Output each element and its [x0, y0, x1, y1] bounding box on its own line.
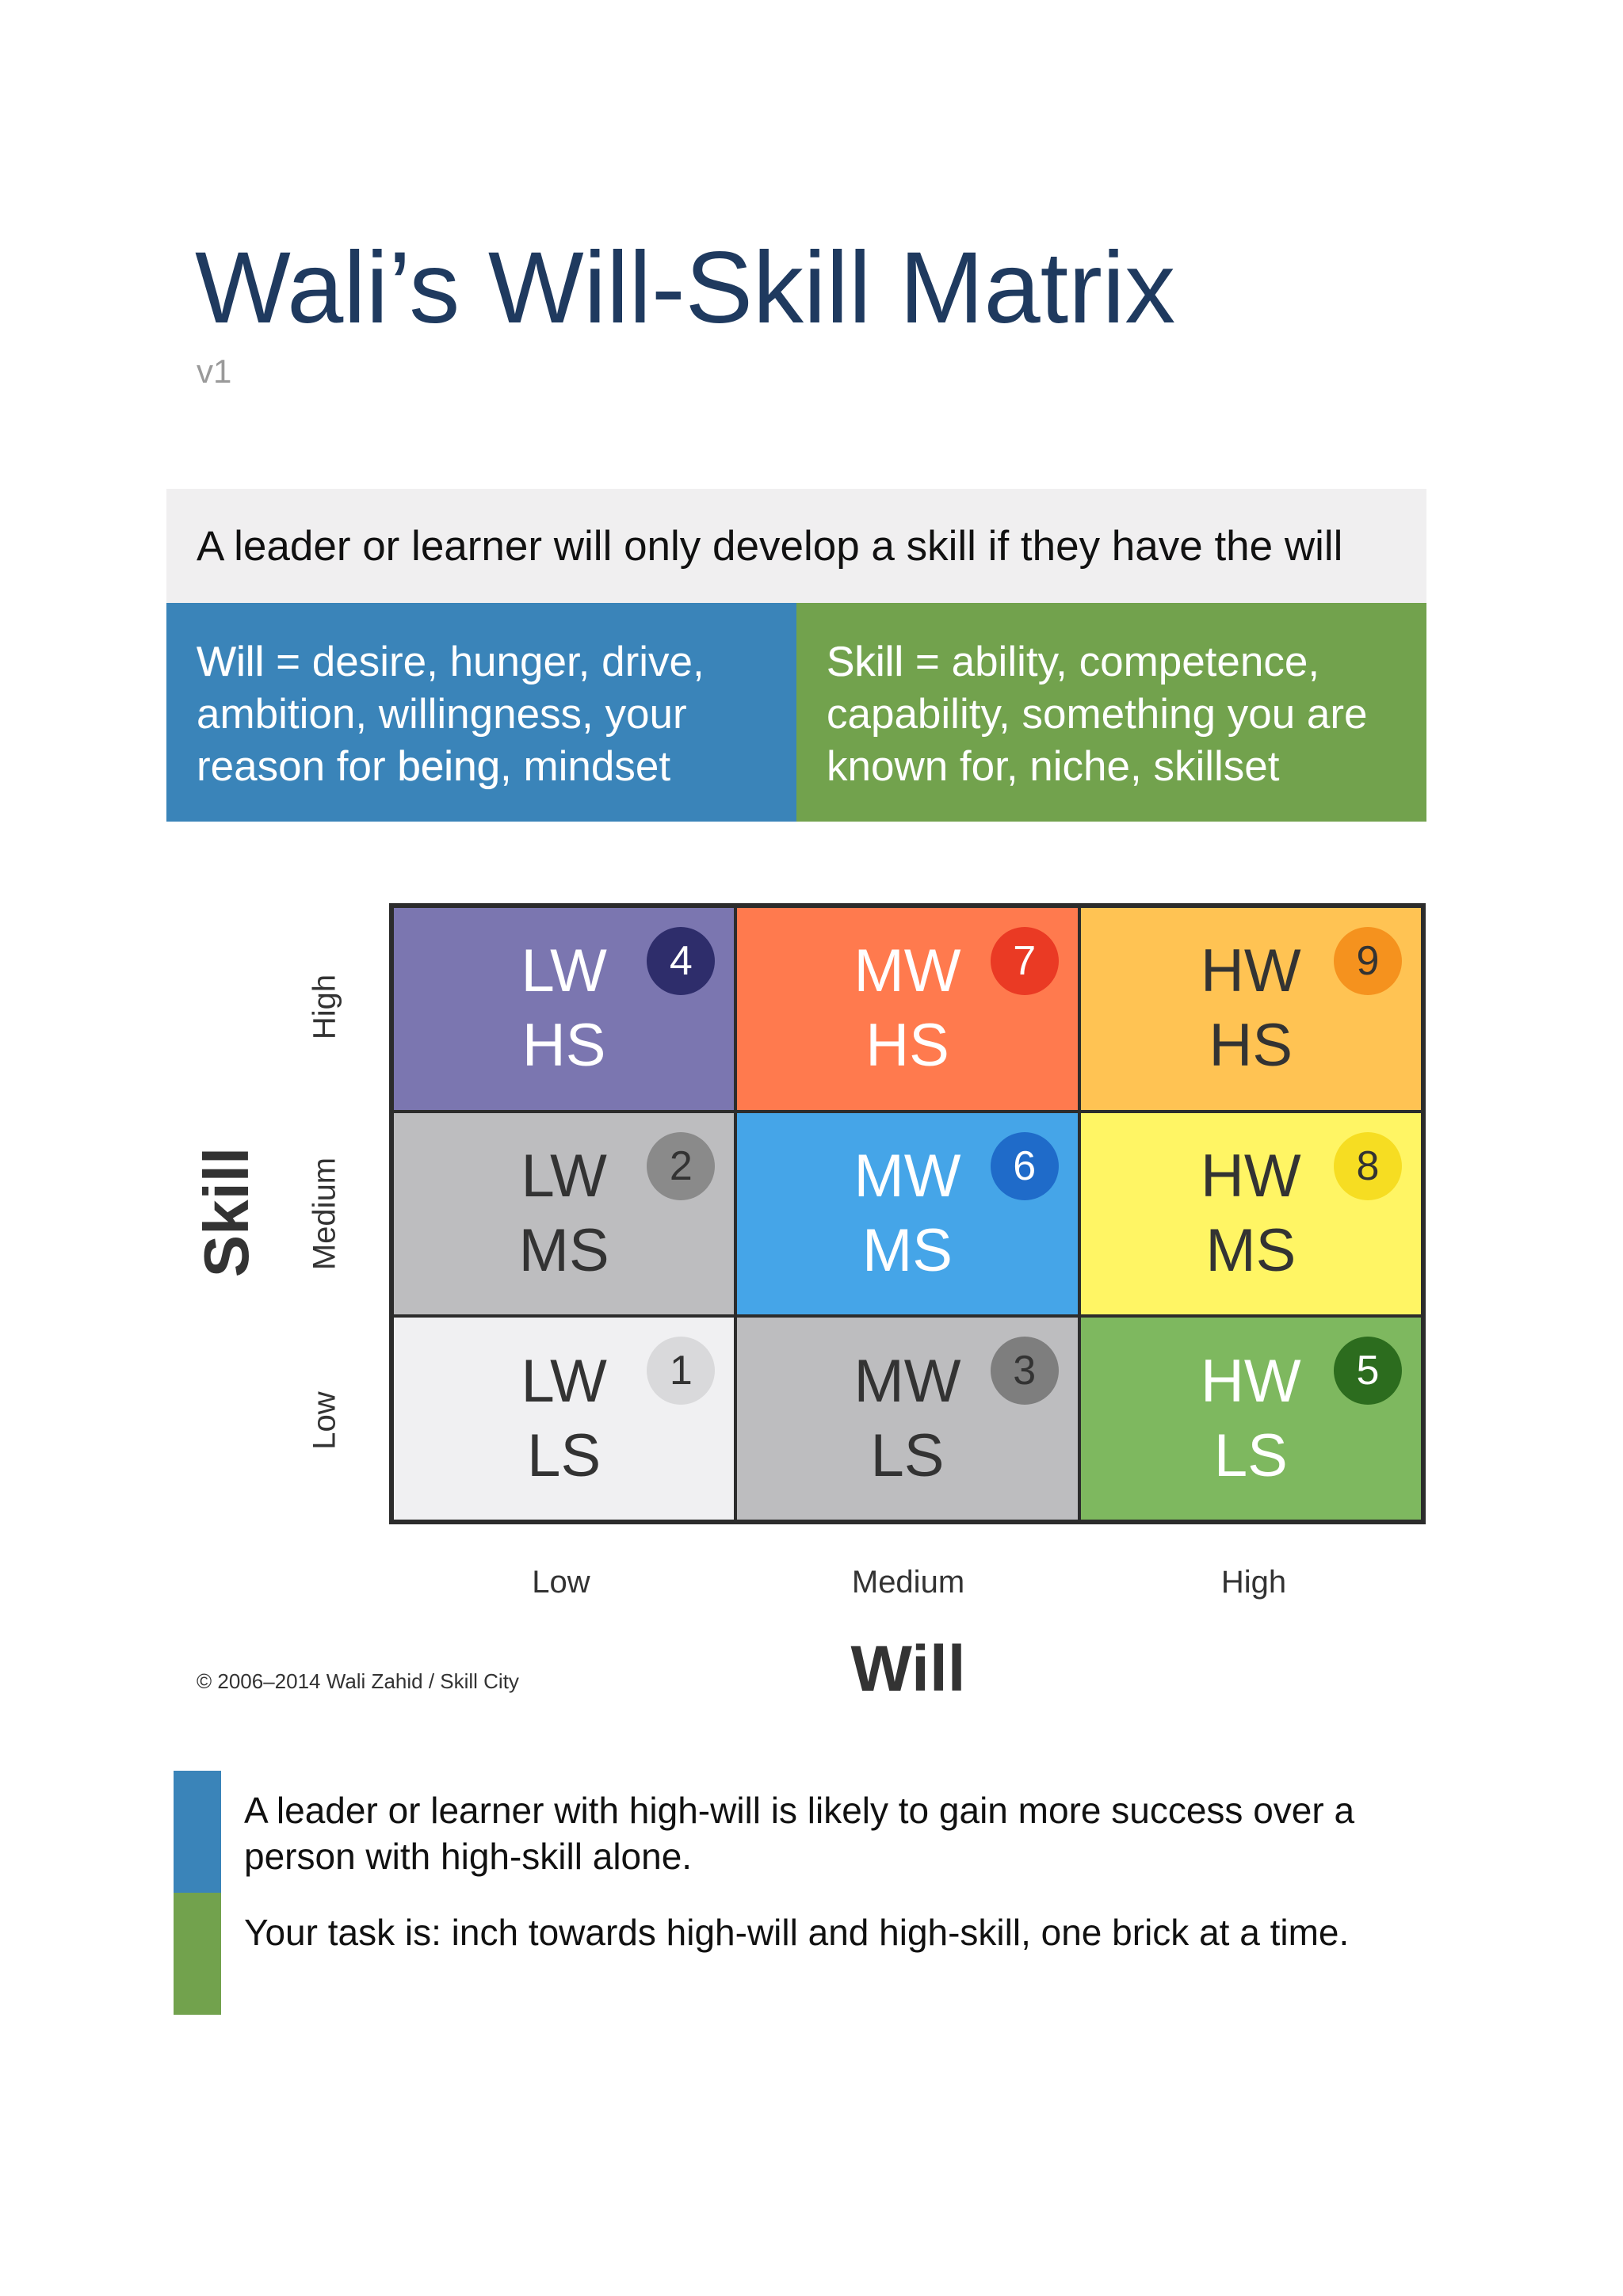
cell-number-badge: 1 [647, 1337, 715, 1405]
skill-text: = ability, competence, capability, something you are known for, niche, skillset [827, 639, 1368, 790]
cell-skill-code: HS [865, 1012, 949, 1080]
blue-accent-bar [174, 1771, 221, 1893]
matrix-cell [1079, 1112, 1423, 1317]
y-tick-medium: Medium [307, 1157, 342, 1271]
cell-skill-code: MS [518, 1216, 609, 1284]
cell-number-badge: 9 [1334, 927, 1402, 995]
x-tick-high: High [1220, 1565, 1287, 1600]
matrix-cell [735, 906, 1079, 1112]
will-emphasis: being [397, 743, 501, 790]
cell-will-code: LW [521, 1142, 607, 1210]
cell-will-code: HW [1201, 1347, 1301, 1415]
cell-number-badge: 2 [647, 1132, 715, 1200]
y-tick-low: Low [307, 1391, 342, 1450]
cell-will-code: HW [1201, 937, 1301, 1005]
cell-skill-code: LS [870, 1421, 945, 1489]
skill-term: Skill [827, 639, 904, 685]
matrix-cell [1079, 906, 1423, 1112]
page-title: Wali’s Will-Skill Matrix [195, 231, 1176, 345]
cell-skill-code: MS [1205, 1216, 1296, 1284]
cell-will-code: LW [521, 1347, 607, 1415]
cell-will-code: MW [854, 1347, 961, 1415]
x-tick-low: Low [532, 1565, 590, 1600]
cell-will-code: MW [854, 937, 961, 1005]
x-axis-label: Will [850, 1633, 966, 1705]
lead-statement: A leader or learner will only develop a skill if they have the will [166, 489, 1426, 603]
matrix-cell [392, 1316, 735, 1521]
matrix-cell [735, 1316, 1079, 1521]
cell-skill-code: MS [861, 1216, 953, 1284]
cell-skill-code: HS [1209, 1012, 1293, 1080]
note-high-will: A leader or learner with high-will is likely to gain more success over a person with high-skill alone. [244, 1790, 1355, 1877]
cell-will-code: MW [854, 1142, 961, 1210]
version-label: v1 [197, 353, 232, 390]
skill-definition [796, 603, 1426, 822]
cell-skill-code: HS [521, 1012, 606, 1080]
will-definition [166, 603, 796, 822]
cell-number-badge: 8 [1334, 1132, 1402, 1200]
matrix-cell [1079, 1316, 1423, 1521]
cell-number-badge: 4 [647, 927, 715, 995]
matrix-cell [392, 906, 735, 1112]
x-tick-medium: Medium [851, 1565, 965, 1600]
cell-number-badge: 5 [1334, 1337, 1402, 1405]
cell-number-badge: 3 [991, 1337, 1059, 1405]
cell-will-code: LW [521, 937, 607, 1005]
copyright-notice: © 2006–2014 Wali Zahid / Skill City [197, 1669, 519, 1693]
green-accent-bar [174, 1893, 221, 2015]
matrix-cell [735, 1112, 1079, 1317]
y-tick-high: High [307, 974, 342, 1040]
matrix-cell [392, 1112, 735, 1317]
will-text-before: = desire, hunger, drive, ambition, willingness, your reason for [197, 639, 705, 790]
note-task: Your task is: inch towards high-will and high-skill, one brick at a time. [244, 1912, 1350, 1953]
will-term: Will [197, 639, 265, 685]
cell-number-badge: 7 [991, 927, 1059, 995]
cell-skill-code: LS [527, 1421, 601, 1489]
y-axis-label: Skill [191, 1146, 262, 1278]
cell-will-code: HW [1201, 1142, 1301, 1210]
cell-number-badge: 6 [991, 1132, 1059, 1200]
will-skill-matrix [389, 903, 1426, 1524]
cell-skill-code: LS [1213, 1421, 1288, 1489]
will-text-after: , mindset [500, 743, 671, 790]
